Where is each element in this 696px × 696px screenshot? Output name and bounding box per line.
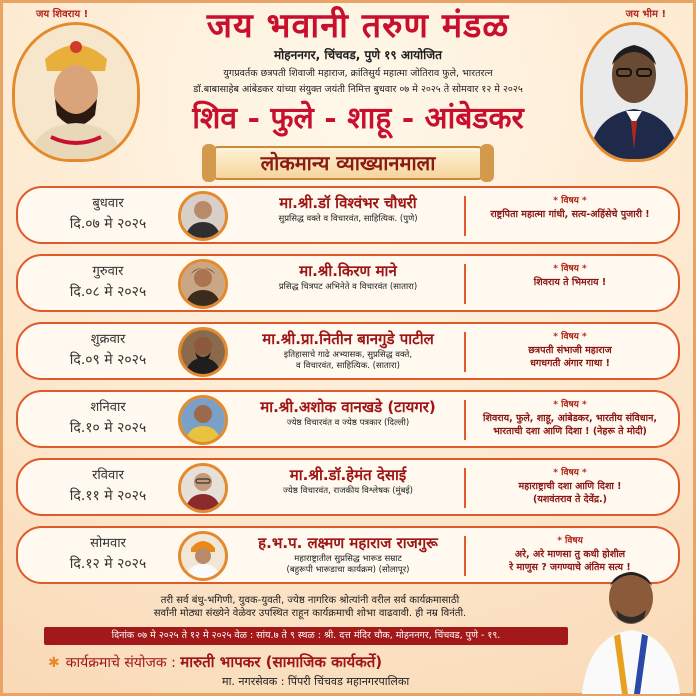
speaker-desc: ज्येष्ठ विचारवंत व ज्येष्ठ पत्रकार (दिल्ली)	[286, 418, 410, 428]
day-name: गुरुवार	[92, 264, 124, 279]
schedule-row	[16, 254, 680, 312]
speaker-block	[236, 192, 460, 225]
speaker-desc-2: व विचारवंत, साहित्यिक. (सातारा)	[296, 361, 400, 371]
topic-text: शिवराय, फुले, शाहू, आंबेडकर, भारतीय संविधान,	[483, 413, 657, 424]
speaker-desc: महाराष्ट्रातील सुप्रसिद्ध भारूड सम्राट	[294, 554, 402, 564]
topic-block	[470, 466, 670, 506]
topic-label: * विषय *	[553, 332, 587, 342]
day-date: दि.०७ मे २०२५	[69, 216, 147, 232]
topic-block	[470, 398, 670, 438]
speaker-photo	[178, 191, 228, 241]
day-name: सोमवार	[90, 536, 126, 551]
schedule-row	[16, 458, 680, 516]
day-date: दि.१० मे २०२५	[69, 420, 147, 436]
organizer-photo	[576, 556, 686, 694]
row-divider	[464, 332, 466, 372]
topic-text: शिवराय ते भिमराय !	[533, 277, 607, 288]
topic-text-2: रे माणुस ? जगण्याचे अंतिम सत्य !	[509, 562, 631, 573]
organizer-label: कार्यक्रमाचे संयोजक :	[65, 655, 176, 671]
organizer-subtitle: मा. नगरसेवक : पिंपरी चिंचवड महानगरपालिका	[222, 675, 410, 688]
topic-text: राष्ट्रपिता महात्मा गांधी, सत्य-अहिंसेचे पुजारी !	[490, 209, 650, 220]
topic-label: * विषय *	[553, 400, 587, 410]
topic-block	[470, 262, 670, 289]
speaker-photo-image	[181, 398, 225, 442]
topic-text: महाराष्ट्राची दशा आणि दिशा !	[518, 481, 622, 492]
row-divider	[464, 468, 466, 508]
row-divider	[464, 536, 466, 576]
speaker-photo	[178, 395, 228, 445]
schedule-row	[16, 322, 680, 380]
day-date: दि.१२ मे २०२५	[69, 556, 147, 572]
speaker-name: मा.श्री.डॉ विश्वंभर चौधरी	[279, 194, 417, 212]
day-date: दि.०८ मे २०२५	[69, 284, 147, 300]
speaker-photo-image	[181, 194, 225, 238]
portrait-ambedkar-image	[583, 25, 685, 159]
row-day	[32, 398, 184, 438]
topic-label: * विषय *	[553, 468, 587, 478]
topic-label: * विषय *	[553, 196, 587, 206]
topic-label: * विषय *	[553, 264, 587, 274]
speaker-photo-image	[181, 262, 225, 306]
topic-text-2: धगधगती अंगार गाथा !	[530, 358, 610, 369]
speaker-name: मा.श्री.डॉ.हेमंत देसाई	[289, 466, 407, 484]
schedule-row	[16, 186, 680, 244]
speaker-name: मा.श्री.अशोक वानखडे (टायगर)	[260, 398, 436, 416]
banner-title: शिव - फुले - शाहू - आंबेडकर	[192, 101, 524, 136]
portrait-shivaji	[12, 22, 140, 162]
day-name: शुक्रवार	[90, 332, 126, 347]
invitation-line-1: तरी सर्व बंधु-भगिणी, युवक-युवती, ज्येष्ठ नागरिक श्रोत्यांनी वरील सर्व कार्यक्रमासाठी	[160, 595, 460, 606]
speaker-desc-2: (बहुरूपी भारूडाचा कार्यक्रम) (सोलापूर)	[286, 565, 410, 575]
row-day	[32, 330, 184, 370]
portrait-shivaji-image	[15, 25, 137, 159]
speaker-photo	[178, 327, 228, 377]
speaker-block	[236, 532, 460, 576]
page-title: जय भवानी तरुण मंडळ	[206, 6, 510, 46]
speaker-photo	[178, 259, 228, 309]
organizer-photo-image	[576, 556, 686, 694]
occasion-line-1: युगप्रवर्तक छत्रपती शिवाजी महाराज, क्रांतिसुर्य महात्मा जोतिराव फुले, भारतरत्न	[223, 68, 493, 79]
speaker-name: मा.श्री.किरण माने	[299, 262, 397, 280]
row-divider	[464, 400, 466, 440]
speaker-photo	[178, 463, 228, 513]
speaker-desc: ज्येष्ठ विचारवंत, राजकीय विश्लेषक (मुंबई)	[283, 486, 413, 496]
organizer-line	[48, 652, 382, 672]
date-venue-bar: दिनांक ०७ मे २०२५ ते १२ मे २०२५ वेळ : सांय.७ ते ९ स्थळ : श्री. दत्त मंदिर चौक, मोहननगर, चिंचवड, पुणे - १९.	[44, 627, 568, 645]
day-date: दि.०९ मे २०२५	[69, 352, 147, 368]
topic-label: * विषय	[557, 536, 583, 546]
speaker-block	[236, 396, 460, 429]
speaker-photo-image	[181, 330, 225, 374]
row-day	[32, 194, 184, 234]
speaker-desc: सुप्रसिद्ध वक्ते व विचारवंत, साहित्यिक. (पुणे)	[278, 214, 418, 224]
schedule-row	[16, 390, 680, 448]
speaker-desc: इतिहासाचे गाढे अभ्यासक, सुप्रसिद्ध वक्ते,	[283, 350, 413, 360]
row-day	[32, 466, 184, 506]
slogan-left: जय शिवराय !	[36, 9, 89, 20]
invitation-line-2: सर्वांनी मोठ्या संख्येने वेळेवर उपस्थित राहून कार्यक्रमाची शोभा वाढवावी. ही नम्र विनंती.	[153, 608, 467, 619]
day-name: रविवार	[92, 468, 124, 483]
row-day	[32, 534, 184, 574]
series-banner: लोकमान्य व्याख्यानमाला	[212, 146, 484, 180]
row-day	[32, 262, 184, 302]
speaker-photo-image	[181, 466, 225, 510]
speaker-block	[236, 328, 460, 372]
speaker-block	[236, 260, 460, 293]
portrait-ambedkar	[580, 22, 688, 162]
speaker-desc: प्रसिद्ध चित्रपट अभिनेते व विचारवंत (सातारा)	[278, 282, 418, 292]
speaker-photo-image	[181, 534, 225, 578]
day-name: शनिवार	[90, 400, 126, 415]
slogan-right: जय भीम !	[625, 9, 666, 20]
row-divider	[464, 196, 466, 236]
row-divider	[464, 264, 466, 304]
speaker-name: ह.भ.प. लक्ष्मण महाराज राजगुरू	[258, 534, 438, 552]
speaker-photo	[178, 531, 228, 581]
speaker-block	[236, 464, 460, 497]
topic-block	[470, 330, 670, 370]
speaker-name: मा.श्री.प्रा.नितीन बानगुडे पाटील	[262, 330, 434, 348]
topic-text: अरे, अरे माणसा तु कधी होशील	[514, 549, 626, 560]
topic-text-2: (यशवंतराव ते देवेंद्र.)	[533, 494, 607, 505]
star-icon: ✱	[48, 655, 60, 671]
organizer-name: मारुती भापकर (सामाजिक कार्यकर्ते)	[180, 653, 383, 671]
organizer-line: मोहननगर, चिंचवड, पुणे १९ आयोजित	[273, 48, 443, 62]
topic-text-2: भारताची दशा आणि दिशा ! (नेहरू ते मोदी)	[493, 426, 647, 437]
occasion-line-2: डॉ.बाबासाहेब आंबेडकर यांच्या संयुक्त जयंती निमित्त बुधवार ०७ मे २०२५ ते सोमवार १२ मे २०२५	[193, 84, 523, 95]
topic-block	[470, 194, 670, 221]
day-date: दि.११ मे २०२५	[69, 488, 147, 504]
day-name: बुधवार	[92, 196, 124, 211]
topic-text: छत्रपती संभाजी महाराज	[528, 345, 612, 356]
